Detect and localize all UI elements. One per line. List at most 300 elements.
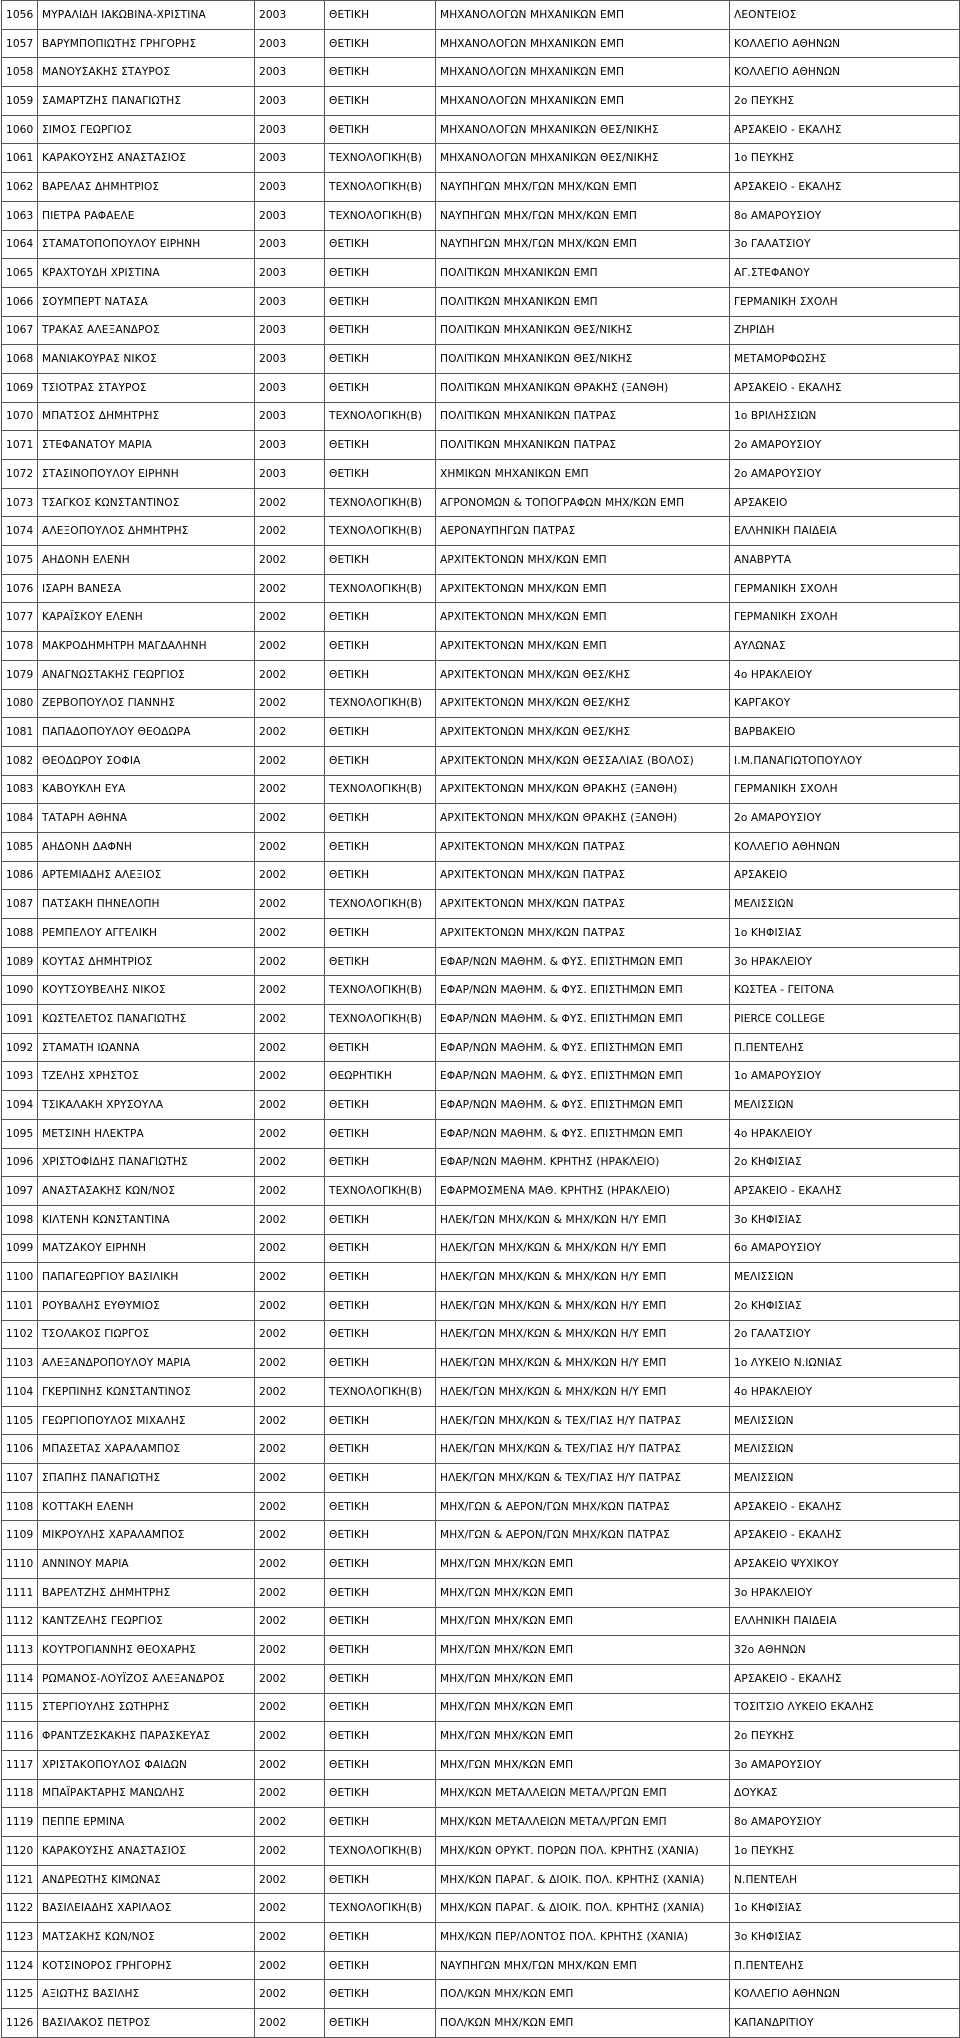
- table-row: [2, 316, 960, 345]
- student-name: ΜΕΤΣΙΝΗ ΗΛΕΚΤΡΑ: [38, 1119, 255, 1148]
- row-number: 1069: [2, 373, 38, 402]
- admission-year: 2002: [255, 832, 325, 861]
- row-number: 1062: [2, 173, 38, 202]
- admission-year: 2003: [255, 460, 325, 489]
- table-row: [2, 144, 960, 173]
- student-name: ΚΟΤΤΑΚΗ ΕΛΕΝΗ: [38, 1492, 255, 1521]
- exam-track: ΤΕΧΝΟΛΟΓΙΚΗ(Β): [325, 517, 436, 546]
- exam-track: ΘΕΤΙΚΗ: [325, 1779, 436, 1808]
- exam-track: ΘΕΤΙΚΗ: [325, 1091, 436, 1120]
- row-number: 1096: [2, 1148, 38, 1177]
- exam-track: ΘΕΤΙΚΗ: [325, 1607, 436, 1636]
- table-row: [2, 1, 960, 30]
- origin-school: 3ο ΑΜΑΡΟΥΣΙΟΥ: [730, 1750, 960, 1779]
- admission-year: 2003: [255, 58, 325, 87]
- row-number: 1113: [2, 1636, 38, 1665]
- admitted-department: ΗΛΕΚ/ΓΩΝ ΜΗΧ/ΚΩΝ & ΜΗΧ/ΚΩΝ Η/Υ ΕΜΠ: [436, 1349, 730, 1378]
- exam-track: ΤΕΧΝΟΛΟΓΙΚΗ(Β): [325, 488, 436, 517]
- admission-year: 2002: [255, 1521, 325, 1550]
- student-name: ΜΑΝΙΑΚΟΥΡΑΣ ΝΙΚΟΣ: [38, 345, 255, 374]
- table-row: [2, 1951, 960, 1980]
- admitted-department: ΑΡΧΙΤΕΚΤΟΝΩΝ ΜΗΧ/ΚΩΝ ΠΑΤΡΑΣ: [436, 890, 730, 919]
- student-name: ΜΑΝΟΥΣΑΚΗΣ ΣΤΑΥΡΟΣ: [38, 58, 255, 87]
- row-number: 1087: [2, 890, 38, 919]
- origin-school: ΑΝΑΒΡΥΤΑ: [730, 546, 960, 575]
- admission-year: 2002: [255, 1722, 325, 1751]
- admitted-department: ΠΟΛΙΤΙΚΩΝ ΜΗΧΑΝΙΚΩΝ ΕΜΠ: [436, 287, 730, 316]
- table-row: [2, 1205, 960, 1234]
- student-name: ΓΕΩΡΓΙΟΠΟΥΛΟΣ ΜΙΧΑΛΗΣ: [38, 1406, 255, 1435]
- exam-track: ΤΕΧΝΟΛΟΓΙΚΗ(Β): [325, 775, 436, 804]
- admitted-department: ΗΛΕΚ/ΓΩΝ ΜΗΧ/ΚΩΝ & ΤΕΧ/ΓΙΑΣ Η/Υ ΠΑΤΡΑΣ: [436, 1435, 730, 1464]
- exam-track: ΤΕΧΝΟΛΟΓΙΚΗ(Β): [325, 976, 436, 1005]
- admitted-department: ΜΗΧΑΝΟΛΟΓΩΝ ΜΗΧΑΝΙΚΩΝ ΕΜΠ: [436, 29, 730, 58]
- table-row: [2, 832, 960, 861]
- table-row: [2, 660, 960, 689]
- table-row: [2, 1349, 960, 1378]
- admitted-department: ΑΕΡΟΝΑΥΠΗΓΩΝ ΠΑΤΡΑΣ: [436, 517, 730, 546]
- row-number: 1125: [2, 1980, 38, 2009]
- admitted-department: ΑΓΡΟΝΟΜΩΝ & ΤΟΠΟΓΡΑΦΩΝ ΜΗΧ/ΚΩΝ ΕΜΠ: [436, 488, 730, 517]
- origin-school: 1ο ΚΗΦΙΣΙΑΣ: [730, 919, 960, 948]
- table-row: [2, 1464, 960, 1493]
- table-row: [2, 546, 960, 575]
- admitted-department: ΑΡΧΙΤΕΚΤΟΝΩΝ ΜΗΧ/ΚΩΝ ΕΜΠ: [436, 603, 730, 632]
- admission-year: 2003: [255, 259, 325, 288]
- admission-year: 2002: [255, 546, 325, 575]
- admission-year: 2002: [255, 1148, 325, 1177]
- row-number: 1079: [2, 660, 38, 689]
- exam-track: ΘΕΤΙΚΗ: [325, 1550, 436, 1579]
- admission-year: 2002: [255, 1464, 325, 1493]
- admitted-department: ΠΟΛ/ΚΩΝ ΜΗΧ/ΚΩΝ ΕΜΠ: [436, 2009, 730, 2038]
- row-number: 1122: [2, 1894, 38, 1923]
- admitted-department: ΜΗΧ/ΓΩΝ & ΑΕΡΟΝ/ΓΩΝ ΜΗΧ/ΚΩΝ ΠΑΤΡΑΣ: [436, 1492, 730, 1521]
- exam-track: ΘΕΤΙΚΗ: [325, 1578, 436, 1607]
- exam-track: ΘΕΤΙΚΗ: [325, 746, 436, 775]
- student-name: ΚΟΥΤΣΟΥΒΕΛΗΣ ΝΙΚΟΣ: [38, 976, 255, 1005]
- origin-school: 1ο ΛΥΚΕΙΟ Ν.ΙΩΝΙΑΣ: [730, 1349, 960, 1378]
- origin-school: ΜΕΛΙΣΣΙΩΝ: [730, 1435, 960, 1464]
- admission-year: 2003: [255, 87, 325, 116]
- admission-year: 2003: [255, 115, 325, 144]
- table-row: [2, 1378, 960, 1407]
- student-name: ΣΤΕΦΑΝΑΤΟΥ ΜΑΡΙΑ: [38, 431, 255, 460]
- student-name: ΒΑΡΕΛΑΣ ΔΗΜΗΤΡΙΟΣ: [38, 173, 255, 202]
- exam-track: ΘΕΤΙΚΗ: [325, 1205, 436, 1234]
- admitted-department: ΜΗΧ/ΓΩΝ ΜΗΧ/ΚΩΝ ΕΜΠ: [436, 1750, 730, 1779]
- admission-year: 2002: [255, 2009, 325, 2038]
- origin-school: 8ο ΑΜΑΡΟΥΣΙΟΥ: [730, 1808, 960, 1837]
- admission-year: 2002: [255, 1033, 325, 1062]
- table-row: [2, 29, 960, 58]
- admission-year: 2002: [255, 1750, 325, 1779]
- table-row: [2, 201, 960, 230]
- student-name: ΠΑΤΣΑΚΗ ΠΗΝΕΛΟΠΗ: [38, 890, 255, 919]
- table-row: [2, 345, 960, 374]
- origin-school: ΑΡΣΑΚΕΙΟ - ΕΚΑΛΗΣ: [730, 1521, 960, 1550]
- row-number: 1060: [2, 115, 38, 144]
- admission-year: 2003: [255, 230, 325, 259]
- origin-school: ΚΟΛΛΕΓΙΟ ΑΘΗΝΩΝ: [730, 58, 960, 87]
- exam-track: ΘΕΤΙΚΗ: [325, 1349, 436, 1378]
- admitted-department: ΠΟΛΙΤΙΚΩΝ ΜΗΧΑΝΙΚΩΝ ΘΕΣ/ΝΙΚΗΣ: [436, 345, 730, 374]
- table-row: [2, 1492, 960, 1521]
- student-name: ΑΛΕΞΟΠΟΥΛΟΣ ΔΗΜΗΤΡΗΣ: [38, 517, 255, 546]
- origin-school: ΑΓ.ΣΤΕΦΑΝΟΥ: [730, 259, 960, 288]
- origin-school: ΕΛΛΗΝΙΚΗ ΠΑΙΔΕΙΑ: [730, 517, 960, 546]
- admitted-department: ΕΦΑΡ/ΝΩΝ ΜΑΘΗΜ. & ΦΥΣ. ΕΠΙΣΤΗΜΩΝ ΕΜΠ: [436, 1005, 730, 1034]
- student-name: ΑΞΙΩΤΗΣ ΒΑΣΙΛΗΣ: [38, 1980, 255, 2009]
- origin-school: ΓΕΡΜΑΝΙΚΗ ΣΧΟΛΗ: [730, 603, 960, 632]
- row-number: 1093: [2, 1062, 38, 1091]
- admitted-department: ΜΗΧ/ΚΩΝ ΠΑΡΑΓ. & ΔΙΟΙΚ. ΠΟΛ. ΚΡΗΤΗΣ (ΧΑΝΙΑ): [436, 1865, 730, 1894]
- student-name: ΒΑΡΕΛΤΖΗΣ ΔΗΜΗΤΡΗΣ: [38, 1578, 255, 1607]
- student-name: ΣΤΑΜΑΤΗ ΙΩΑΝΝΑ: [38, 1033, 255, 1062]
- table-row: [2, 574, 960, 603]
- admission-year: 2002: [255, 976, 325, 1005]
- origin-school: Π.ΠΕΝΤΕΛΗΣ: [730, 1033, 960, 1062]
- row-number: 1094: [2, 1091, 38, 1120]
- row-number: 1103: [2, 1349, 38, 1378]
- origin-school: ΜΕΛΙΣΣΙΩΝ: [730, 1406, 960, 1435]
- table-row: [2, 1923, 960, 1952]
- admitted-department: ΝΑΥΠΗΓΩΝ ΜΗΧ/ΓΩΝ ΜΗΧ/ΚΩΝ ΕΜΠ: [436, 201, 730, 230]
- row-number: 1104: [2, 1378, 38, 1407]
- admitted-department: ΑΡΧΙΤΕΚΤΟΝΩΝ ΜΗΧ/ΚΩΝ ΘΕΣΣΑΛΙΑΣ (ΒΟΛΟΣ): [436, 746, 730, 775]
- students-table-body: [2, 1, 960, 2038]
- student-name: ΚΑΡΑΪΣΚΟΥ ΕΛΕΝΗ: [38, 603, 255, 632]
- row-number: 1092: [2, 1033, 38, 1062]
- origin-school: 8ο ΑΜΑΡΟΥΣΙΟΥ: [730, 201, 960, 230]
- admitted-department: ΜΗΧ/ΓΩΝ ΜΗΧ/ΚΩΝ ΕΜΠ: [436, 1578, 730, 1607]
- row-number: 1070: [2, 402, 38, 431]
- origin-school: ΑΡΣΑΚΕΙΟ: [730, 488, 960, 517]
- row-number: 1082: [2, 746, 38, 775]
- admission-year: 2002: [255, 517, 325, 546]
- row-number: 1089: [2, 947, 38, 976]
- table-row: [2, 1406, 960, 1435]
- student-name: ΜΑΤΖΑΚΟΥ ΕΙΡΗΝΗ: [38, 1234, 255, 1263]
- exam-track: ΘΕΤΙΚΗ: [325, 1636, 436, 1665]
- student-name: ΑΝΑΓΝΩΣΤΑΚΗΣ ΓΕΩΡΓΙΟΣ: [38, 660, 255, 689]
- exam-track: ΤΕΧΝΟΛΟΓΙΚΗ(Β): [325, 890, 436, 919]
- admission-year: 2003: [255, 29, 325, 58]
- row-number: 1111: [2, 1578, 38, 1607]
- admission-year: 2002: [255, 1923, 325, 1952]
- admission-year: 2003: [255, 345, 325, 374]
- row-number: 1124: [2, 1951, 38, 1980]
- origin-school: Ν.ΠΕΝΤΕΛΗ: [730, 1865, 960, 1894]
- exam-track: ΘΕΤΙΚΗ: [325, 1492, 436, 1521]
- row-number: 1065: [2, 259, 38, 288]
- admitted-department: ΠΟΛΙΤΙΚΩΝ ΜΗΧΑΝΙΚΩΝ ΠΑΤΡΑΣ: [436, 402, 730, 431]
- exam-track: ΘΕΤΙΚΗ: [325, 2009, 436, 2038]
- table-row: [2, 1263, 960, 1292]
- row-number: 1076: [2, 574, 38, 603]
- admission-year: 2002: [255, 804, 325, 833]
- student-name: ΒΑΣΙΛΕΙΑΔΗΣ ΧΑΡΙΛΑΟΣ: [38, 1894, 255, 1923]
- admission-year: 2002: [255, 947, 325, 976]
- origin-school: ΕΛΛΗΝΙΚΗ ΠΑΙΔΕΙΑ: [730, 1607, 960, 1636]
- table-row: [2, 1865, 960, 1894]
- row-number: 1100: [2, 1263, 38, 1292]
- student-name: ΡΩΜΑΝΟΣ-ΛΟΥΪΖΟΣ ΑΛΕΞΑΝΔΡΟΣ: [38, 1664, 255, 1693]
- admission-year: 2003: [255, 1, 325, 30]
- admission-year: 2002: [255, 1062, 325, 1091]
- admitted-department: ΜΗΧΑΝΟΛΟΓΩΝ ΜΗΧΑΝΙΚΩΝ ΕΜΠ: [436, 58, 730, 87]
- student-name: ΒΑΡΥΜΠΟΠΙΩΤΗΣ ΓΡΗΓΟΡΗΣ: [38, 29, 255, 58]
- admission-year: 2002: [255, 1607, 325, 1636]
- admission-year: 2002: [255, 1406, 325, 1435]
- table-row: [2, 460, 960, 489]
- admission-year: 2002: [255, 1234, 325, 1263]
- admission-year: 2002: [255, 660, 325, 689]
- admission-year: 2002: [255, 1492, 325, 1521]
- origin-school: 1ο ΠΕΥΚΗΣ: [730, 1837, 960, 1866]
- admitted-department: ΕΦΑΡ/ΝΩΝ ΜΑΘΗΜ. & ΦΥΣ. ΕΠΙΣΤΗΜΩΝ ΕΜΠ: [436, 1062, 730, 1091]
- admission-year: 2002: [255, 1980, 325, 2009]
- exam-track: ΤΕΧΝΟΛΟΓΙΚΗ(Β): [325, 144, 436, 173]
- admission-year: 2002: [255, 746, 325, 775]
- exam-track: ΘΕΤΙΚΗ: [325, 287, 436, 316]
- origin-school: 1ο ΑΜΑΡΟΥΣΙΟΥ: [730, 1062, 960, 1091]
- exam-track: ΘΕΤΙΚΗ: [325, 316, 436, 345]
- table-row: [2, 1320, 960, 1349]
- admission-year: 2002: [255, 574, 325, 603]
- exam-track: ΘΕΤΙΚΗ: [325, 1263, 436, 1292]
- table-row: [2, 1808, 960, 1837]
- table-row: [2, 1119, 960, 1148]
- origin-school: ΤΟΣΙΤΣΙΟ ΛΥΚΕΙΟ ΕΚΑΛΗΣ: [730, 1693, 960, 1722]
- admission-year: 2002: [255, 1578, 325, 1607]
- admission-year: 2002: [255, 1550, 325, 1579]
- origin-school: 4ο ΗΡΑΚΛΕΙΟΥ: [730, 660, 960, 689]
- row-number: 1091: [2, 1005, 38, 1034]
- table-row: [2, 488, 960, 517]
- student-name: ΑΝΝΙΝΟΥ ΜΑΡΙΑ: [38, 1550, 255, 1579]
- student-name: ΣΟΥΜΠΕΡΤ ΝΑΤΑΣΑ: [38, 287, 255, 316]
- admitted-department: ΠΟΛΙΤΙΚΩΝ ΜΗΧΑΝΙΚΩΝ ΘΡΑΚΗΣ (ΞΑΝΘΗ): [436, 373, 730, 402]
- row-number: 1058: [2, 58, 38, 87]
- admission-year: 2002: [255, 1894, 325, 1923]
- table-row: [2, 1033, 960, 1062]
- admitted-department: ΜΗΧΑΝΟΛΟΓΩΝ ΜΗΧΑΝΙΚΩΝ ΕΜΠ: [436, 87, 730, 116]
- exam-track: ΘΕΤΙΚΗ: [325, 1664, 436, 1693]
- student-name: ΒΑΣΙΛΑΚΟΣ ΠΕΤΡΟΣ: [38, 2009, 255, 2038]
- exam-track: ΘΕΤΙΚΗ: [325, 660, 436, 689]
- row-number: 1114: [2, 1664, 38, 1693]
- student-name: ΚΑΒΟΥΚΛΗ ΕΥΑ: [38, 775, 255, 804]
- table-row: [2, 373, 960, 402]
- table-row: [2, 2009, 960, 2038]
- admission-year: 2002: [255, 1636, 325, 1665]
- row-number: 1121: [2, 1865, 38, 1894]
- exam-track: ΘΕΤΙΚΗ: [325, 87, 436, 116]
- origin-school: 4ο ΗΡΑΚΛΕΙΟΥ: [730, 1378, 960, 1407]
- row-number: 1086: [2, 861, 38, 890]
- student-name: ΣΤΕΡΓΙΟΥΛΗΣ ΣΩΤΗΡΗΣ: [38, 1693, 255, 1722]
- row-number: 1068: [2, 345, 38, 374]
- origin-school: Π.ΠΕΝΤΕΛΗΣ: [730, 1951, 960, 1980]
- row-number: 1077: [2, 603, 38, 632]
- exam-track: ΘΕΤΙΚΗ: [325, 58, 436, 87]
- admitted-department: ΜΗΧ/ΚΩΝ ΟΡΥΚΤ. ΠΟΡΩΝ ΠΟΛ. ΚΡΗΤΗΣ (ΧΑΝΙΑ): [436, 1837, 730, 1866]
- table-row: [2, 1578, 960, 1607]
- admitted-department: ΗΛΕΚ/ΓΩΝ ΜΗΧ/ΚΩΝ & ΤΕΧ/ΓΙΑΣ Η/Υ ΠΑΤΡΑΣ: [436, 1406, 730, 1435]
- student-name: ΜΙΚΡΟΥΛΗΣ ΧΑΡΑΛΑΜΠΟΣ: [38, 1521, 255, 1550]
- admitted-department: ΠΟΛΙΤΙΚΩΝ ΜΗΧΑΝΙΚΩΝ ΕΜΠ: [436, 259, 730, 288]
- row-number: 1120: [2, 1837, 38, 1866]
- row-number: 1061: [2, 144, 38, 173]
- admission-year: 2002: [255, 1320, 325, 1349]
- admission-year: 2002: [255, 1349, 325, 1378]
- exam-track: ΘΕΤΙΚΗ: [325, 1148, 436, 1177]
- row-number: 1056: [2, 1, 38, 30]
- origin-school: ΜΕΤΑΜΟΡΦΩΣΗΣ: [730, 345, 960, 374]
- table-row: [2, 775, 960, 804]
- admitted-department: ΠΟΛΙΤΙΚΩΝ ΜΗΧΑΝΙΚΩΝ ΘΕΣ/ΝΙΚΗΣ: [436, 316, 730, 345]
- student-name: ΜΠΑΤΣΟΣ ΔΗΜΗΤΡΗΣ: [38, 402, 255, 431]
- student-name: ΤΑΤΑΡΗ ΑΘΗΝΑ: [38, 804, 255, 833]
- student-name: ΤΣΟΛΑΚΟΣ ΓΙΩΡΓΟΣ: [38, 1320, 255, 1349]
- student-name: ΤΣΙΟΤΡΑΣ ΣΤΑΥΡΟΣ: [38, 373, 255, 402]
- row-number: 1059: [2, 87, 38, 116]
- admission-year: 2002: [255, 1865, 325, 1894]
- origin-school: ΑΡΣΑΚΕΙΟ ΨΥΧΙΚΟΥ: [730, 1550, 960, 1579]
- admission-year: 2003: [255, 201, 325, 230]
- origin-school: ΜΕΛΙΣΣΙΩΝ: [730, 890, 960, 919]
- admission-year: 2003: [255, 431, 325, 460]
- student-name: ΑΝΔΡΕΩΤΗΣ ΚΙΜΩΝΑΣ: [38, 1865, 255, 1894]
- origin-school: 2ο ΑΜΑΡΟΥΣΙΟΥ: [730, 804, 960, 833]
- table-row: [2, 259, 960, 288]
- student-name: ΣΠΑΠΗΣ ΠΑΝΑΓΙΩΤΗΣ: [38, 1464, 255, 1493]
- exam-track: ΘΕΤΙΚΗ: [325, 1521, 436, 1550]
- table-row: [2, 1693, 960, 1722]
- origin-school: ΒΑΡΒΑΚΕΙΟ: [730, 718, 960, 747]
- exam-track: ΘΕΤΙΚΗ: [325, 345, 436, 374]
- row-number: 1110: [2, 1550, 38, 1579]
- table-row: [2, 431, 960, 460]
- row-number: 1109: [2, 1521, 38, 1550]
- table-row: [2, 1779, 960, 1808]
- exam-track: ΘΕΤΙΚΗ: [325, 1435, 436, 1464]
- admitted-department: ΑΡΧΙΤΕΚΤΟΝΩΝ ΜΗΧ/ΚΩΝ ΕΜΠ: [436, 546, 730, 575]
- admitted-department: ΕΦΑΡΜΟΣΜΕΝΑ ΜΑΘ. ΚΡΗΤΗΣ (ΗΡΑΚΛΕΙΟ): [436, 1177, 730, 1206]
- table-row: [2, 230, 960, 259]
- exam-track: ΘΕΤΙΚΗ: [325, 1033, 436, 1062]
- exam-track: ΘΕΤΙΚΗ: [325, 29, 436, 58]
- row-number: 1064: [2, 230, 38, 259]
- table-row: [2, 1091, 960, 1120]
- row-number: 1074: [2, 517, 38, 546]
- admission-year: 2003: [255, 287, 325, 316]
- admission-year: 2003: [255, 402, 325, 431]
- row-number: 1063: [2, 201, 38, 230]
- table-row: [2, 173, 960, 202]
- admitted-department: ΜΗΧ/ΚΩΝ ΠΑΡΑΓ. & ΔΙΟΙΚ. ΠΟΛ. ΚΡΗΤΗΣ (ΧΑΝΙΑ): [436, 1894, 730, 1923]
- exam-track: ΘΕΤΙΚΗ: [325, 1722, 436, 1751]
- exam-track: ΘΕΤΙΚΗ: [325, 259, 436, 288]
- student-name: ΤΣΑΓΚΟΣ ΚΩΝΣΤΑΝΤΙΝΟΣ: [38, 488, 255, 517]
- row-number: 1097: [2, 1177, 38, 1206]
- exam-track: ΘΕΩΡΗΤΙΚΗ: [325, 1062, 436, 1091]
- row-number: 1066: [2, 287, 38, 316]
- admission-year: 2002: [255, 1091, 325, 1120]
- student-name: ΚΑΡΑΚΟΥΣΗΣ ΑΝΑΣΤΑΣΙΟΣ: [38, 1837, 255, 1866]
- row-number: 1119: [2, 1808, 38, 1837]
- admission-year: 2002: [255, 1005, 325, 1034]
- origin-school: 32ο ΑΘΗΝΩΝ: [730, 1636, 960, 1665]
- table-row: [2, 1148, 960, 1177]
- admitted-department: ΜΗΧ/ΓΩΝ ΜΗΧ/ΚΩΝ ΕΜΠ: [436, 1550, 730, 1579]
- admitted-department: ΑΡΧΙΤΕΚΤΟΝΩΝ ΜΗΧ/ΚΩΝ ΘΡΑΚΗΣ (ΞΑΝΘΗ): [436, 804, 730, 833]
- origin-school: 6ο ΑΜΑΡΟΥΣΙΟΥ: [730, 1234, 960, 1263]
- table-row: [2, 1664, 960, 1693]
- admitted-department: ΠΟΛ/ΚΩΝ ΜΗΧ/ΚΩΝ ΕΜΠ: [436, 1980, 730, 2009]
- origin-school: ΑΡΣΑΚΕΙΟ - ΕΚΑΛΗΣ: [730, 1177, 960, 1206]
- table-row: [2, 890, 960, 919]
- exam-track: ΘΕΤΙΚΗ: [325, 230, 436, 259]
- origin-school: 3ο ΗΡΑΚΛΕΙΟΥ: [730, 947, 960, 976]
- admitted-department: ΝΑΥΠΗΓΩΝ ΜΗΧ/ΓΩΝ ΜΗΧ/ΚΩΝ ΕΜΠ: [436, 173, 730, 202]
- exam-track: ΤΕΧΝΟΛΟΓΙΚΗ(Β): [325, 689, 436, 718]
- table-row: [2, 718, 960, 747]
- origin-school: ΚΟΛΛΕΓΙΟ ΑΘΗΝΩΝ: [730, 29, 960, 58]
- table-row: [2, 746, 960, 775]
- student-name: ΣΑΜΑΡΤΖΗΣ ΠΑΝΑΓΙΩΤΗΣ: [38, 87, 255, 116]
- exam-track: ΘΕΤΙΚΗ: [325, 1951, 436, 1980]
- exam-track: ΤΕΧΝΟΛΟΓΙΚΗ(Β): [325, 1005, 436, 1034]
- admitted-department: ΜΗΧ/ΚΩΝ ΜΕΤΑΛΛΕΙΩΝ ΜΕΤΑΛ/ΡΓΩΝ ΕΜΠ: [436, 1779, 730, 1808]
- exam-track: ΤΕΧΝΟΛΟΓΙΚΗ(Β): [325, 1177, 436, 1206]
- student-name: ΑΡΤΕΜΙΑΔΗΣ ΑΛΕΞΙΟΣ: [38, 861, 255, 890]
- row-number: 1099: [2, 1234, 38, 1263]
- origin-school: ΓΕΡΜΑΝΙΚΗ ΣΧΟΛΗ: [730, 775, 960, 804]
- row-number: 1123: [2, 1923, 38, 1952]
- table-row: [2, 1550, 960, 1579]
- admitted-department: ΗΛΕΚ/ΓΩΝ ΜΗΧ/ΚΩΝ & ΜΗΧ/ΚΩΝ Η/Υ ΕΜΠ: [436, 1291, 730, 1320]
- row-number: 1107: [2, 1464, 38, 1493]
- table-row: [2, 115, 960, 144]
- exam-track: ΘΕΤΙΚΗ: [325, 1923, 436, 1952]
- student-name: ΤΣΙΚΑΛΑΚΗ ΧΡΥΣΟΥΛΑ: [38, 1091, 255, 1120]
- student-name: ΤΡΑΚΑΣ ΑΛΕΞΑΝΔΡΟΣ: [38, 316, 255, 345]
- row-number: 1075: [2, 546, 38, 575]
- student-name: ΠΑΠΑΓΕΩΡΓΙΟΥ ΒΑΣΙΛΙΚΗ: [38, 1263, 255, 1292]
- admitted-department: ΜΗΧ/ΚΩΝ ΜΕΤΑΛΛΕΙΩΝ ΜΕΤΑΛ/ΡΓΩΝ ΕΜΠ: [436, 1808, 730, 1837]
- student-name: ΑΗΔΟΝΗ ΕΛΕΝΗ: [38, 546, 255, 575]
- student-name: ΜΑΤΣΑΚΗΣ ΚΩΝ/ΝΟΣ: [38, 1923, 255, 1952]
- origin-school: ΑΡΣΑΚΕΙΟ - ΕΚΑΛΗΣ: [730, 173, 960, 202]
- student-name: ΑΝΑΣΤΑΣΑΚΗΣ ΚΩΝ/ΝΟΣ: [38, 1177, 255, 1206]
- origin-school: ΚΑΡΓΑΚΟΥ: [730, 689, 960, 718]
- student-name: ΚΑΡΑΚΟΥΣΗΣ ΑΝΑΣΤΑΣΙΟΣ: [38, 144, 255, 173]
- origin-school: 2ο ΠΕΥΚΗΣ: [730, 1722, 960, 1751]
- origin-school: 2ο ΚΗΦΙΣΙΑΣ: [730, 1291, 960, 1320]
- admitted-department: ΕΦΑΡ/ΝΩΝ ΜΑΘΗΜ. & ΦΥΣ. ΕΠΙΣΤΗΜΩΝ ΕΜΠ: [436, 1091, 730, 1120]
- row-number: 1078: [2, 632, 38, 661]
- table-row: [2, 919, 960, 948]
- table-row: [2, 1722, 960, 1751]
- admitted-department: ΑΡΧΙΤΕΚΤΟΝΩΝ ΜΗΧ/ΚΩΝ ΘΕΣ/ΚΗΣ: [436, 660, 730, 689]
- admitted-department: ΗΛΕΚ/ΓΩΝ ΜΗΧ/ΚΩΝ & ΤΕΧ/ΓΙΑΣ Η/Υ ΠΑΤΡΑΣ: [436, 1464, 730, 1493]
- admission-year: 2002: [255, 1808, 325, 1837]
- admitted-department: ΜΗΧ/ΓΩΝ ΜΗΧ/ΚΩΝ ΕΜΠ: [436, 1664, 730, 1693]
- row-number: 1116: [2, 1722, 38, 1751]
- row-number: 1126: [2, 2009, 38, 2038]
